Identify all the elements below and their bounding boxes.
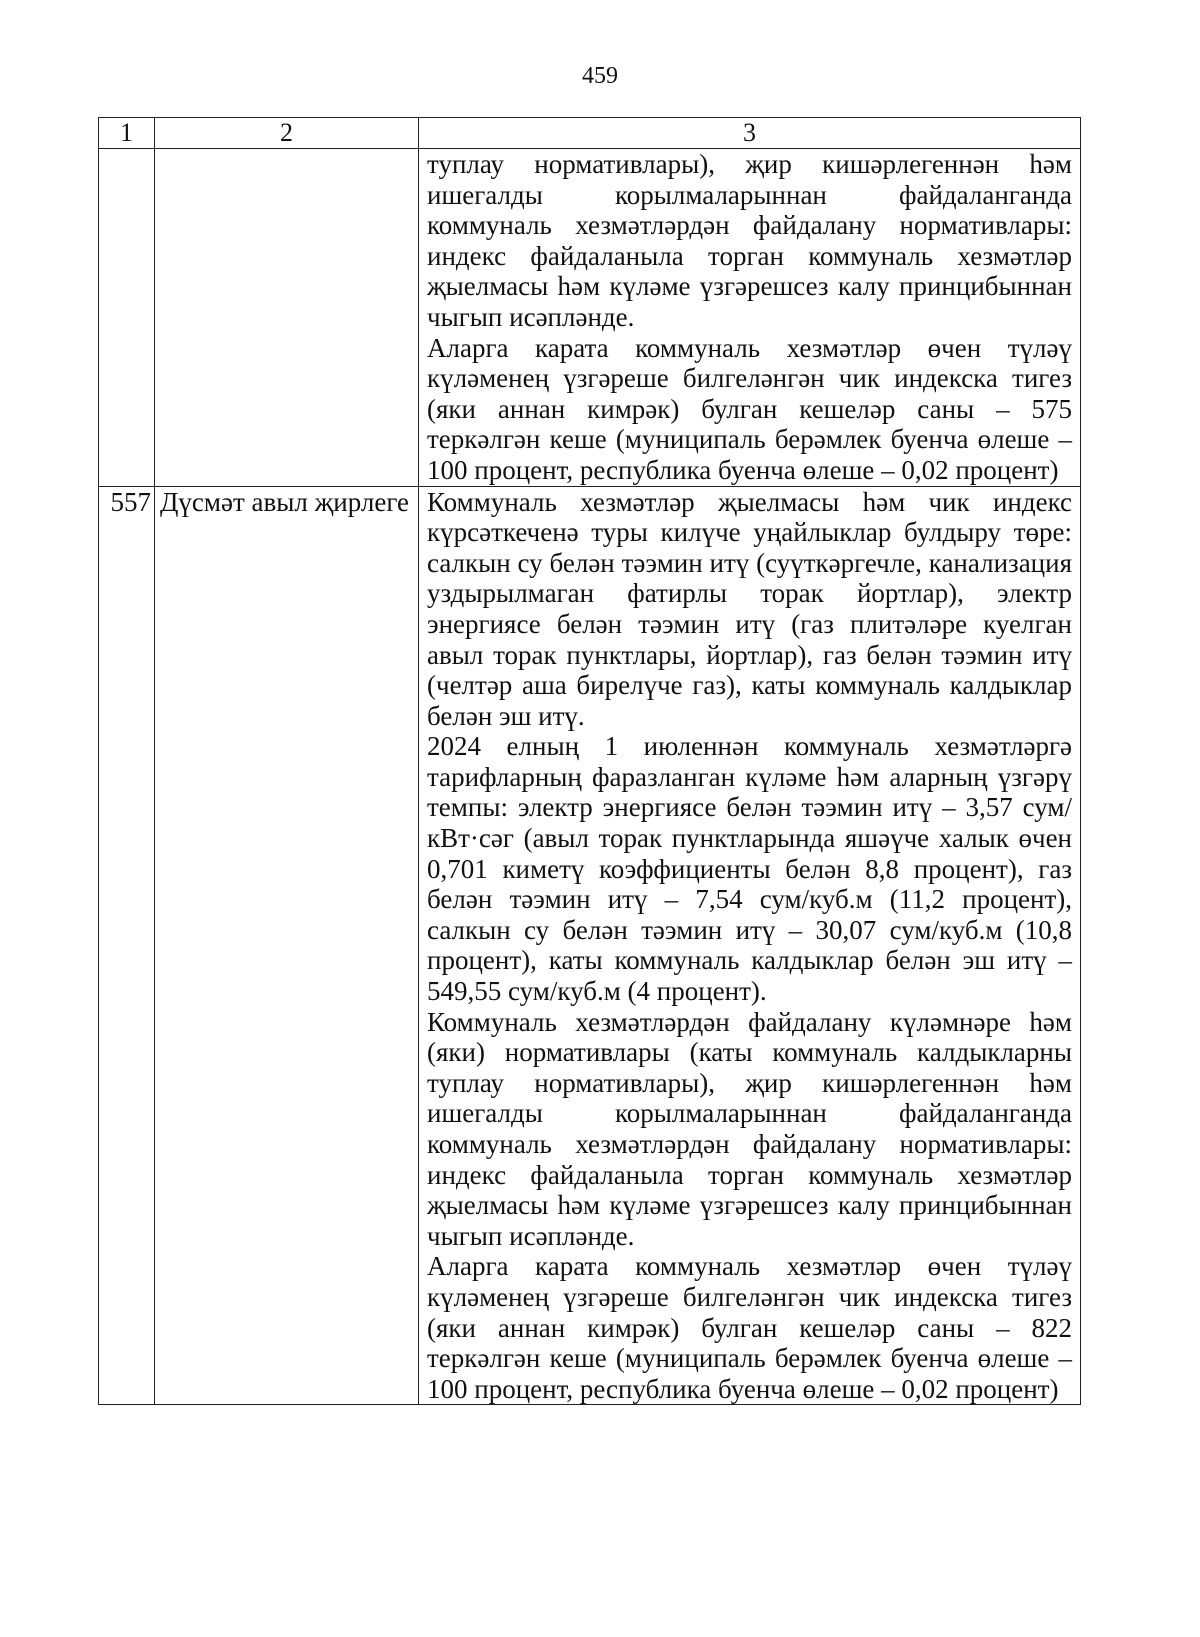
table-header-row [99,118,1081,149]
column-header-3: 3 [419,118,1081,149]
table-row-continuation [99,149,1081,487]
description-paragraph: туплау нормативлары), җир кишәрлегеннән һәм ишегалды корылмаларыннан файдаланганда коммуналь хезмәтләрдән файдалану нормативлары: индекс файдаланыла торган коммуналь хезмәтләр җыелмасы һәм күләме үзгәрешсез калу принцибыннан чыгып исәпләнде. [427,149,1072,332]
description-paragraph: Коммуналь хезмәтләр җыелмасы һәм чик индекс күрсәткеченә туры килүче уңайлыклар булдыру төре: салкын су белән тәэмин итү (суүткәргечле, канализация уздырылмаган фатирлы торак йортлар), электр энергиясе белән тәэмин итү (газ плитәләре куелган авыл торак пунктлары, йортлар), газ белән тәэмин итү (челтәр аша бирелүче газ), каты коммуналь калдыклар белән эш итү. [427,486,1072,731]
table-row-557 [99,486,1081,1405]
description-paragraph: Аларга карата коммуналь хезмәтләр өчен түләү күләменең үзгәреше билгеләнгән чик индекска тигез (яки аннан кимрәк) булган кешеләр саны – 822 теркәлгән кеше (муниципаль берәмлек буенча өлеше – 100 процент, республика буенча өлеше – 0,02 процент) [427,1251,1072,1404]
municipal-tariff-table [98,117,1081,1405]
page-number: 459 [582,63,618,89]
settlement-name-cell: Дүсмәт авыл җирлеге [155,486,419,1405]
description-paragraph: Коммуналь хезмәтләрдән файдалану күләмнәре һәм (яки) нормативлары (каты коммуналь калдыкларны туплау нормативлары), җир кишәрлегеннән һәм ишегалды корылмаларыннан файдаланганда коммуналь хезмәтләрдән файдалану нормативлары: индекс файдаланыла торган коммуналь хезмәтләр җыелмасы һәм күләме үзгәрешсез калу принцибыннан чыгып исәпләнде. [427,1006,1072,1251]
row-number-cell: 557 [99,486,155,1405]
description-cell [419,486,1081,1405]
row-number-cell [99,149,155,487]
description-paragraph: Аларга карата коммуналь хезмәтләр өчен түләү күләменең үзгәреше билгеләнгән чик индекска тигез (яки аннан кимрәк) булган кешеләр саны – 575 теркәлгән кеше (муниципаль берәмлек буенча өлеше – 100 процент, республика буенча өлеше – 0,02 процент) [427,332,1072,485]
description-cell [419,149,1081,487]
description-paragraph: 2024 елның 1 июленнән коммуналь хезмәтләргә тарифларның фаразланган күләме һәм аларның үзгәрү темпы: электр энергиясе белән тәэмин итү – 3,57 сум/кВт·сәг (авыл торак пунктларында яшәүче халык өчен 0,701 киметү коэффициенты белән 8,8 процент), газ белән тәэмин итү – 7,54 сум/куб.м (11,2 процент), салкын су белән тәэмин итү – 30,07 сум/куб.м (10,8 процент), каты коммуналь калдыклар белән эш итү – 549,55 сум/куб.м (4 процент). [427,731,1072,1007]
column-header-2: 2 [155,118,419,149]
settlement-name-cell [155,149,419,487]
column-header-1: 1 [99,118,155,149]
